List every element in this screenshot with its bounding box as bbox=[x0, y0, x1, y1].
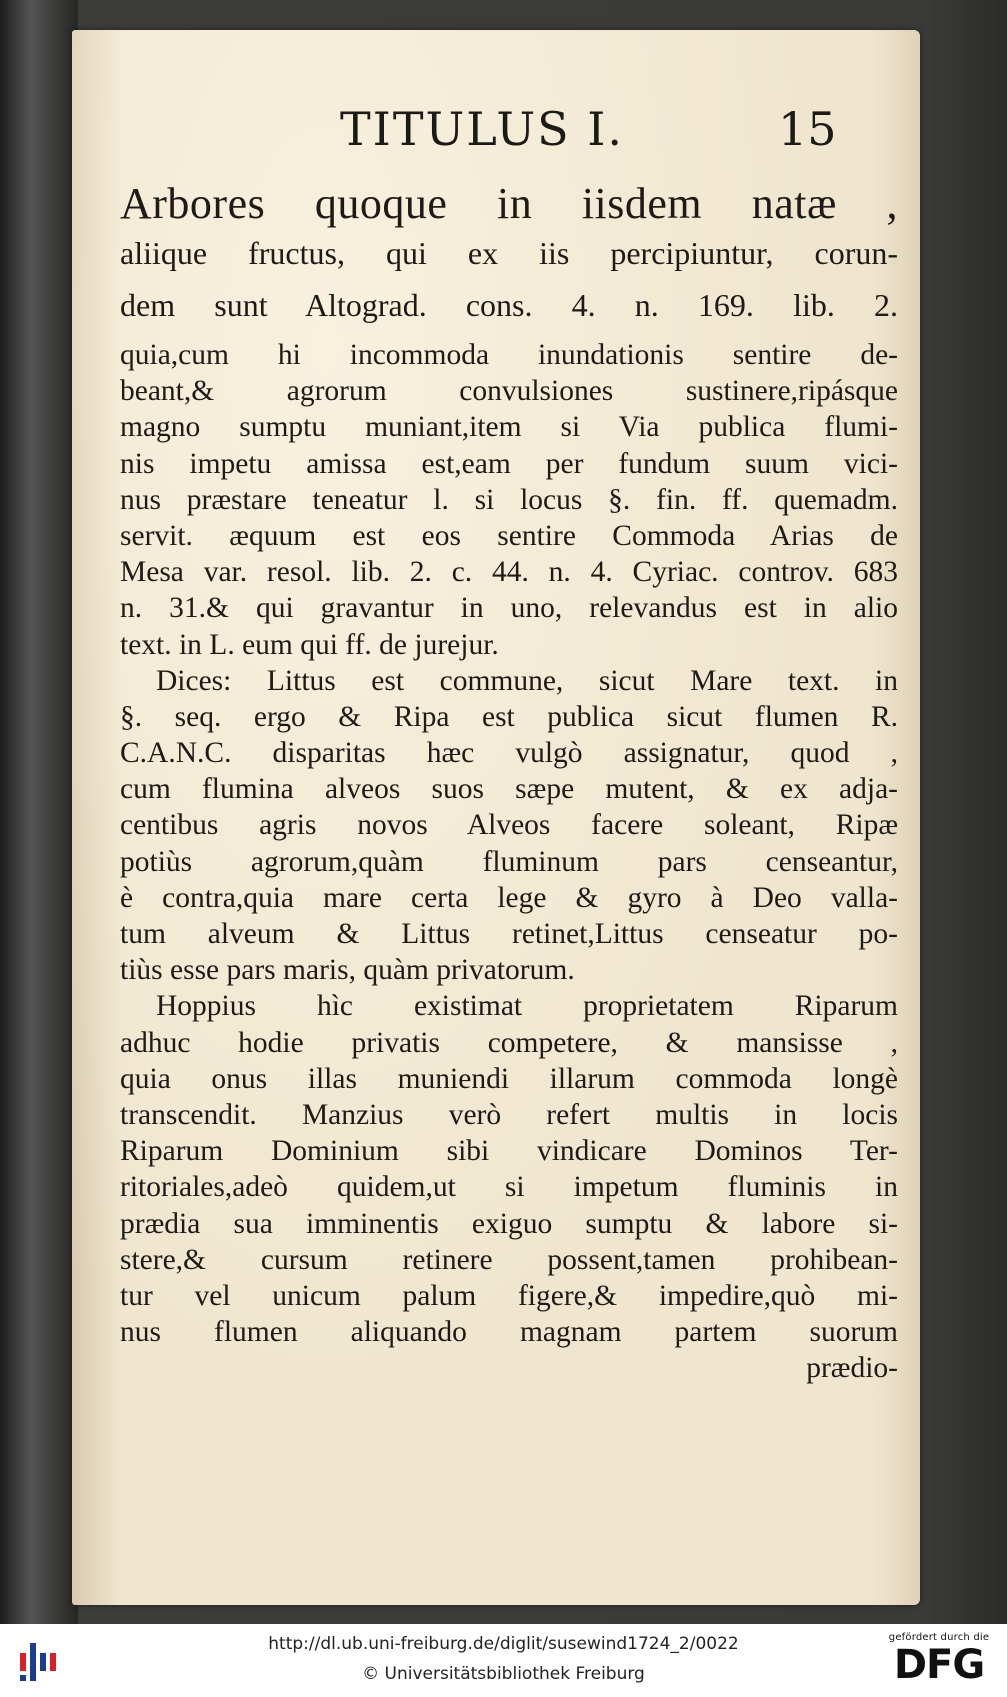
running-title: TITULUS I. bbox=[340, 102, 625, 156]
text-line: Dices: Littus est commune, sicut Mare text. in bbox=[156, 666, 898, 697]
text-line: tiùs esse pars maris, quàm privatorum. bbox=[120, 956, 575, 987]
text-line: dem sunt Altograd. cons. 4. n. 169. lib. 2. bbox=[120, 289, 898, 323]
text-line: C.A.N.C. disparitas hæc vulgò assignatur, quod , bbox=[120, 739, 898, 770]
text-line: quia onus illas muniendi illarum commoda longè bbox=[120, 1064, 898, 1095]
text-line: cum flumina alveos suos sæpe mutent, & ex adja- bbox=[120, 775, 898, 806]
text-line: Riparum Dominium sibi vindicare Dominos Ter- bbox=[120, 1137, 898, 1168]
page-number: 15 bbox=[778, 102, 837, 156]
book-page bbox=[72, 30, 920, 1605]
text-line: adhuc hodie privatis competere, & mansisse , bbox=[120, 1028, 898, 1059]
text-line: prædia sua imminentis exiguo sumptu & labore si- bbox=[120, 1209, 898, 1240]
text-line: tur vel unicum palum figere,& impedire,quò mi- bbox=[120, 1281, 898, 1312]
text-line: transcendit. Manzius verò refert multis in locis bbox=[120, 1100, 898, 1131]
text-line: centibus agris novos Alveos facere soleant, Ripæ bbox=[120, 811, 898, 842]
text-line: nus flumen aliquando magnam partem suorum bbox=[120, 1318, 898, 1349]
text-line: servit. æquum est eos sentire Commoda Arias de bbox=[120, 521, 898, 552]
text-line: text. in L. eum qui ff. de jurejur. bbox=[120, 630, 499, 661]
catchword: prædio- bbox=[806, 1354, 898, 1385]
text-line: quia,cum hi incommoda inundationis sentire de- bbox=[120, 341, 898, 371]
text-line: aliique fructus, qui ex iis percipiuntur, corun- bbox=[120, 237, 898, 271]
text-line: nus præstare teneatur l. si locus §. fin. ff. quemadm. bbox=[120, 485, 898, 516]
text-line: n. 31.& qui gravantur in uno, relevandus est in alio bbox=[120, 594, 898, 625]
text-line: §. seq. ergo & Ripa est publica sicut flumen R. bbox=[120, 702, 898, 733]
text-line: tum alveum & Littus retinet,Littus censeatur po- bbox=[120, 920, 898, 950]
text-line: beant,& agrorum convulsiones sustinere,ripásque bbox=[120, 377, 898, 408]
text-line: Mesa var. resol. lib. 2. c. 44. n. 4. Cyriac. controv. 683 bbox=[120, 558, 898, 589]
text-line: è contra,quia mare certa lege & gyro à Deo valla- bbox=[120, 883, 898, 914]
text-line: magno sumptu muniant,item si Via publica flumi- bbox=[120, 413, 898, 444]
text-line: Arbores quoque in iisdem natæ , bbox=[120, 182, 898, 228]
dfg-caption: gefördert durch die bbox=[888, 1632, 990, 1643]
book-binding bbox=[0, 0, 78, 1624]
page-header bbox=[72, 102, 920, 172]
text-line: ritoriales,adeò quidem,ut si impetum fluminis in bbox=[120, 1173, 898, 1204]
copyright-notice: © Universitätsbibliothek Freiburg bbox=[362, 1664, 645, 1684]
dfg-funding-badge[interactable] bbox=[883, 1632, 995, 1687]
text-line: nis impetu amissa est,eam per fundum suum vici- bbox=[120, 449, 898, 480]
text-line: potiùs agrorum,quàm fluminum pars censeantur, bbox=[120, 847, 898, 878]
dfg-logo: DFG bbox=[893, 1642, 985, 1688]
text-line: Hoppius hìc existimat proprietatem Riparum bbox=[156, 992, 898, 1023]
body-text bbox=[120, 182, 898, 1390]
document-url[interactable]: http://dl.ub.uni-freiburg.de/diglit/susewind1724_2/0022 bbox=[268, 1634, 739, 1654]
text-line: stere,& cursum retinere possent,tamen prohibean- bbox=[120, 1245, 898, 1276]
viewer-footer bbox=[0, 1624, 1007, 1697]
